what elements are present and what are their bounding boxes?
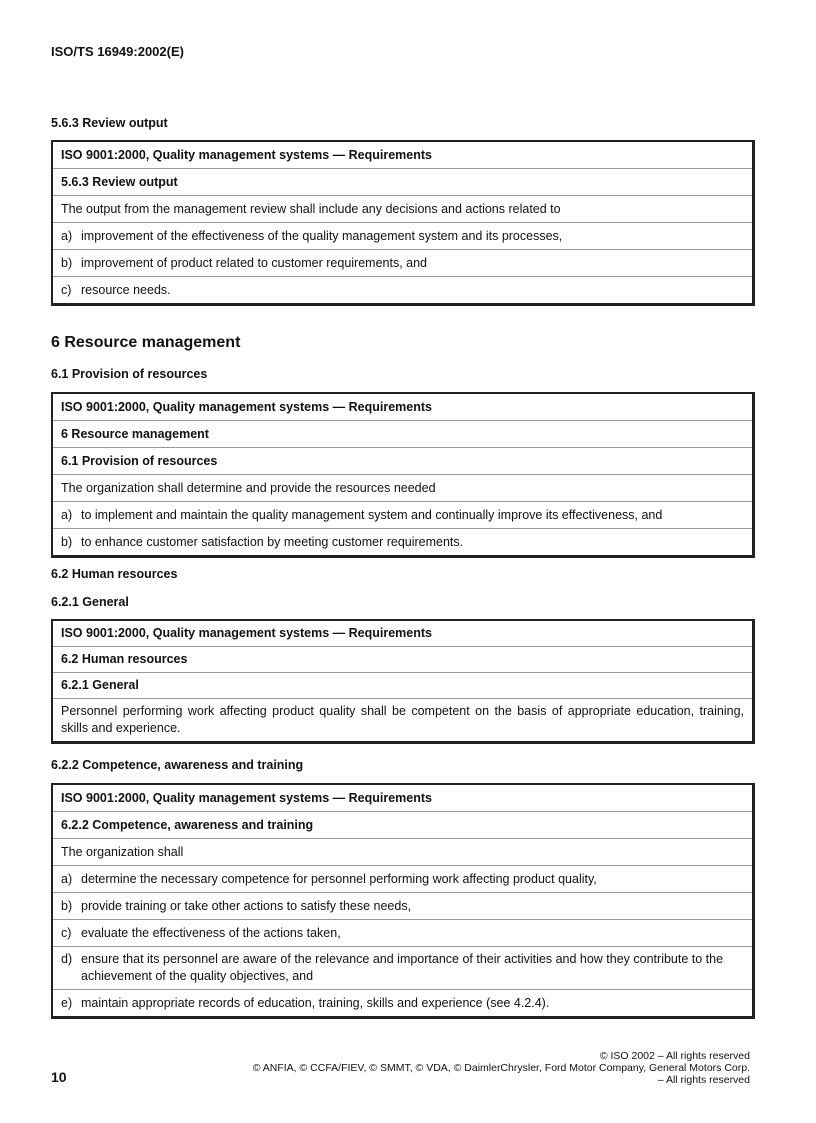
- list-item: [53, 866, 752, 893]
- list-item: [53, 277, 752, 303]
- list-marker: b): [61, 255, 73, 270]
- section-6-2-1-heading: 6.2.1 General: [51, 595, 129, 609]
- list-marker: a): [61, 871, 73, 886]
- quote-box-6-2-2: [51, 783, 755, 1019]
- list-marker: d): [61, 952, 73, 966]
- quote-box-title: ISO 9001:2000, Quality management systems — Requirements: [53, 621, 752, 647]
- document-header: ISO/TS 16949:2002(E): [51, 44, 184, 59]
- quote-box-text: Personnel performing work affecting product quality shall be competent on the basis of appropriate education, training, skills and experience.: [61, 704, 744, 735]
- copyright-partners: © ANFIA, © CCFA/FIEV, © SMMT, © VDA, © DaimlerChrysler, Ford Motor Company, General Motors Corp.: [252, 1062, 750, 1074]
- list-marker: a): [61, 228, 73, 243]
- list-item-text: maintain appropriate records of education, training, skills and experience (see 4.2.4).: [81, 995, 550, 1010]
- list-item: [53, 990, 752, 1016]
- quote-box-intro: The organization shall determine and provide the resources needed: [53, 475, 752, 502]
- list-item-text: evaluate the effectiveness of the actions taken,: [81, 925, 341, 940]
- list-item-text: determine the necessary competence for personnel performing work affecting product quality,: [81, 871, 597, 886]
- list-item-text: to implement and maintain the quality management system and continually improve its effectiveness, and: [81, 507, 663, 522]
- list-item: [53, 529, 752, 555]
- quote-box-subheading: 6 Resource management: [53, 421, 752, 448]
- list-item-text: improvement of the effectiveness of the quality management system and its processes,: [81, 228, 563, 243]
- section-6-2-2-heading: 6.2.2 Competence, awareness and training: [51, 758, 304, 772]
- quote-box-subheading: 6.2.1 General: [53, 673, 752, 699]
- section-6-1-heading: 6.1 Provision of resources: [51, 367, 208, 381]
- list-item-text: ensure that its personnel are aware of the relevance and importance of their activities and how they contribute to the achievement of the quality objectives, and: [81, 952, 724, 983]
- list-item: [53, 502, 752, 529]
- list-marker: c): [61, 282, 72, 297]
- quote-box-subheading: 6.2 Human resources: [53, 647, 752, 673]
- list-item-text: improvement of product related to customer requirements, and: [81, 255, 428, 270]
- list-item: [53, 947, 752, 990]
- quote-box-5-6-3: [51, 140, 755, 306]
- list-item-text: to enhance customer satisfaction by meeting customer requirements.: [81, 534, 464, 549]
- quote-box-intro: The organization shall: [53, 839, 752, 866]
- list-item-text: provide training or take other actions to satisfy these needs,: [81, 898, 412, 913]
- list-item: [53, 223, 752, 250]
- section-6-heading: 6 Resource management: [51, 334, 241, 351]
- copyright-iso: © ISO 2002 – All rights reserved: [599, 1050, 750, 1062]
- quote-box-title: ISO 9001:2000, Quality management systems — Requirements: [53, 785, 752, 812]
- copyright-reserved: – All rights reserved: [657, 1074, 750, 1086]
- list-marker: e): [61, 995, 73, 1010]
- page-number: 10: [51, 1069, 67, 1085]
- list-marker: b): [61, 534, 73, 549]
- list-marker: c): [61, 925, 72, 940]
- quote-box-6-2-1: [51, 619, 755, 744]
- section-5-6-3-heading: 5.6.3 Review output: [51, 116, 168, 130]
- quote-box-intro: The output from the management review shall include any decisions and actions related to: [53, 196, 752, 223]
- quote-box-6-1: [51, 392, 755, 558]
- list-item: [53, 250, 752, 277]
- list-item: [53, 920, 752, 947]
- list-item-text: resource needs.: [81, 282, 171, 297]
- list-marker: b): [61, 898, 73, 913]
- quote-box-title: ISO 9001:2000, Quality management systems — Requirements: [53, 394, 752, 421]
- quote-box-subheading: 6.1 Provision of resources: [53, 448, 752, 475]
- quote-box-subheading: 6.2.2 Competence, awareness and training: [53, 812, 752, 839]
- quote-box-subheading: 5.6.3 Review output: [53, 169, 752, 196]
- quote-box-title: ISO 9001:2000, Quality management systems — Requirements: [53, 142, 752, 169]
- list-marker: a): [61, 507, 73, 522]
- list-item: [53, 893, 752, 920]
- section-6-2-heading: 6.2 Human resources: [51, 567, 178, 581]
